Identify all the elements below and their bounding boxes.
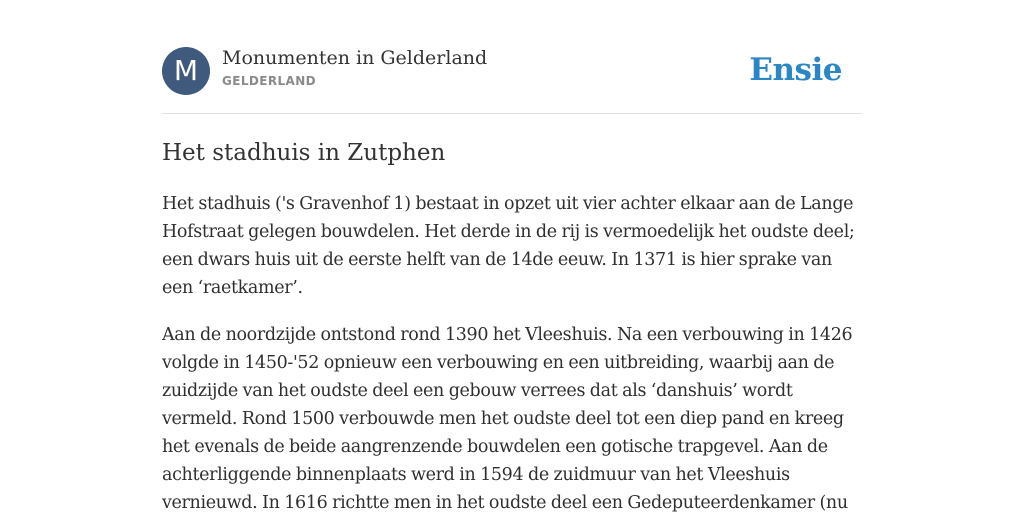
ensie-logo[interactable]: Ensie — [749, 52, 842, 88]
article-body — [162, 190, 862, 512]
article-title: Het stadhuis in Zutphen — [162, 140, 446, 166]
publication-avatar[interactable]: M — [162, 47, 210, 95]
header-divider — [162, 113, 862, 114]
article-paragraph: Het stadhuis ('s Gravenhof 1) bestaat in opzet uit vier achter elkaar aan de Lange Hofstraat gelegen bouwdelen. Het derde in de rij is vermoedelijk het oudste deel; een dwars huis uit de eerste helft van de 14de eeuw. In 1371 is hier sprake van een ‘raetkamer’. — [162, 194, 855, 298]
publication-name[interactable]: Monumenten in Gelderland — [222, 47, 488, 69]
article-header — [162, 46, 862, 96]
publication-region[interactable]: GELDERLAND — [222, 74, 317, 88]
article-paragraph: Aan de noordzijde ontstond rond 1390 het Vleeshuis. Na een verbouwing in 1426 volgde in 1450-'52 opnieuw een verbouwing en een uitbreiding, waarbij aan de zuidzijde van het oudste deel een gebouw verrees dat als ‘danshuis’ wordt vermeld. Rond 1500 verbouwde men het oudste deel tot een diep pand en kreeg het evenals de beide aangrenzende bouwdelen een gotische trapgevel. Aan de achterliggende binnenplaats werd in 1594 de zuidmuur van het Vleeshuis vernieuwd. In 1616 richtte men in het oudste deel een Gedeputeerdenkamer (nu — [162, 325, 853, 512]
